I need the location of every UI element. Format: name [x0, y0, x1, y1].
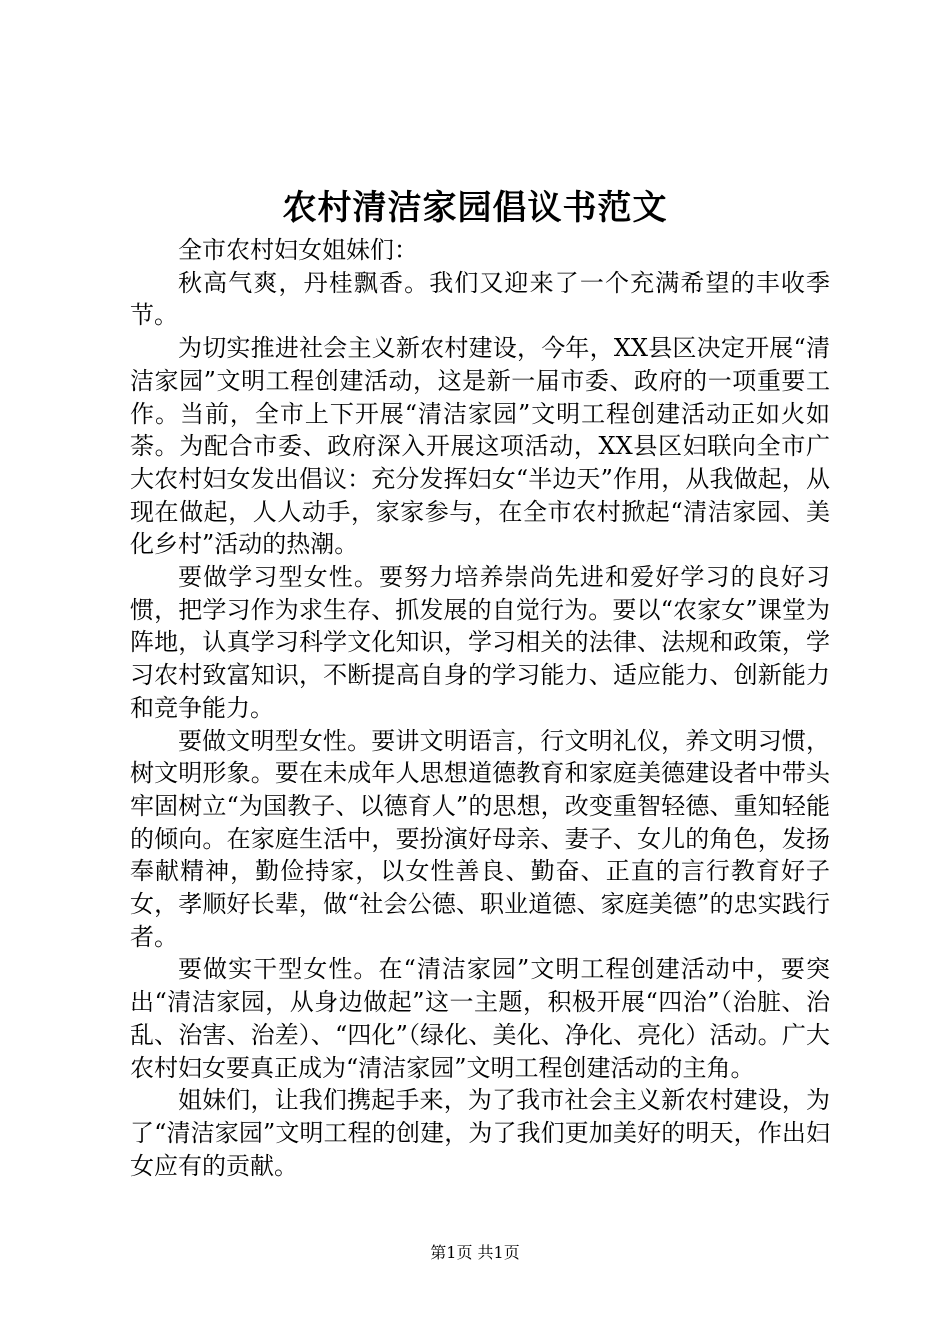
paragraph-4: 要做文明型女性。要讲文明语言，行文明礼仪，养文明习惯，树文明形象。要在未成年人思想道德教育和家庭美德建设者中带头牢固树立“为国教子、以德育人”的思想，改变重智轻德、重知轻能的倾向。在家庭生活中，要扮演好母亲、妻子、女儿的角色，发扬奉献精神，勤俭持家，以女性善良、勤奋、正直的言行教育好子女，孝顺好长辈，做“社会公德、职业道德、家庭美德”的忠实践行者。: [130, 726, 830, 951]
paragraph-6: 姐妹们，让我们携起手来，为了我市社会主义新农村建设，为了“清洁家园”文明工程的创建，为了我们更加美好的明天，作出妇女应有的贡献。: [130, 1086, 830, 1180]
document-body: [130, 234, 830, 1182]
document-title: 农村清洁家园倡议书范文: [282, 188, 668, 228]
paragraph-1: 秋高气爽，丹桂飘香。我们又迎来了一个充满希望的丰收季节。: [130, 268, 830, 330]
salutation: 全市农村妇女姐妹们：: [178, 236, 418, 264]
paragraph-5: 要做实干型女性。在“清洁家园”文明工程创建活动中，要突出“清洁家园，从身边做起”这一主题，积极开展“四治”（治脏、治乱、治害、治差）、“四化”（绿化、美化、净化、亮化）活动。广大农村妇女要真正成为“清洁家园”文明工程创建活动的主角。: [130, 955, 830, 1082]
paragraph-3: 要做学习型女性。要努力培养崇尚先进和爱好学习的良好习惯，把学习作为求生存、抓发展的自觉行为。要以“农家女”课堂为阵地，认真学习科学文化知识，学习相关的法律、法规和政策，学习农村致富知识，不断提高自身的学习能力、适应能力、创新能力和竞争能力。: [130, 563, 830, 722]
page-footer: 第1页 共1页: [430, 1243, 520, 1262]
paragraph-2: 为切实推进社会主义新农村建设，今年，XX县区决定开展“清洁家园”文明工程创建活动，这是新一届市委、政府的一项重要工作。当前，全市上下开展“清洁家园”文明工程创建活动正如火如荼。为配合市委、政府深入开展这项活动，XX县区妇联向全市广大农村妇女发出倡议：充分发挥妇女“半边天”作用，从我做起，从现在做起，人人动手，家家参与，在全市农村掀起“清洁家园、美化乡村”活动的热潮。: [130, 334, 830, 559]
